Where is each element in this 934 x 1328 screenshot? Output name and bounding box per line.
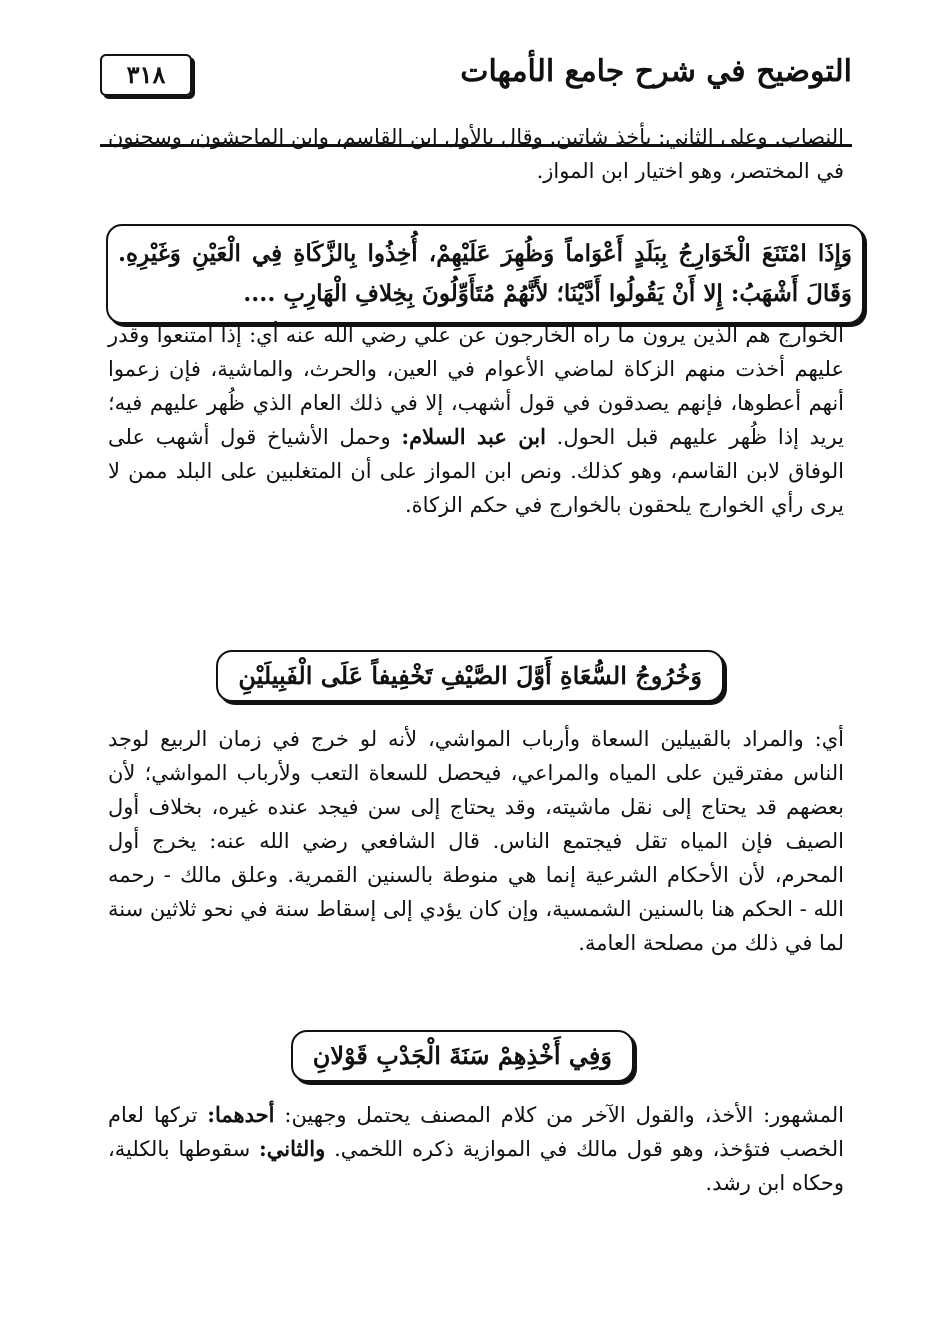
sharh-text-3 [108,1098,844,1200]
sharh-text-1 [108,318,844,522]
intro-paragraph [108,120,844,188]
second-opinion-text: سقوطها بالكلية، وحكاه ابن رشد. [108,1137,844,1195]
matn-text-3: وَفِي أَخْذِهِمْ سَنَةَ الْجَدْبِ قَوْلانِ [312,1041,612,1070]
matn-box-2 [216,650,724,702]
sharh3-lead: المشهور: الأخذ، والقول الآخر من كلام المصنف يحتمل وجهين: [284,1103,844,1127]
scholar-name: ابن عبد السلام: [401,424,546,449]
book-title: التوضيح في شرح جامع الأمهات [460,54,852,89]
sharh-paragraph-3 [108,1098,844,1200]
page-header [100,48,852,100]
matn-box-1 [106,224,864,324]
sharh1-part2: وحمل الأشياخ قول أشهب على الوفاق لابن القاسم، وهو كذلك. ونص ابن المواز على أن المتغلبين على البلد ممن لا يرى رأي الخوارج يلحقون بالخوارج في حكم الزكاة. [108,425,844,517]
page-number: ٣١٨ [100,54,192,96]
sharh-paragraph-1 [108,318,844,522]
first-opinion-label: أحدهما: [207,1102,275,1127]
intro-text: النصاب. وعلى الثاني: يأخذ شاتين. وقال بالأول ابن القاسم، وابن الماجشون، وسحنون في المختصر، وهو اختيار ابن المواز. [108,125,844,183]
second-opinion-label: والثاني: [259,1136,326,1161]
sharh-paragraph-2 [108,722,844,960]
sharh-text-2: أي: والمراد بالقبيلين السعاة وأرباب المواشي، لأنه لو خرج في زمان الربيع لوجد الناس مفترقين على المياه والمراعي، فيحصل للسعاة التعب ولأرباب المواشي؛ لأن بعضهم قد يحتاج إلى نقل ماشيته، وقد يحتاج إلى سن فيجد عنده غيره، بخلاف أول الصيف فإن المياه تقل فيجتمع الناس. قال الشافعي رضي الله عنه: يخرج أول المحرم، لأن الأحكام الشرعية إنما هي منوطة بالسنين القمرية. وعلق مالك - رحمه الله - الحكم هنا بالسنين الشمسية، وإن كان يؤدي إلى إسقاط سنة في نحو ثلاثين سنة لما في ذلك من مصلحة العامة. [108,727,844,955]
first-opinion-text: تركها لعام الخصب فتؤخذ، وهو قول مالك في الموازية ذكره اللخمي. [108,1103,844,1161]
matn-box-3 [291,1030,634,1082]
matn-text-2: وَخُرُوجُ السُّعَاةِ أَوَّلَ الصَّيْفِ تَخْفِيفاً عَلَى الْفَبِيلَيْنِ [238,661,702,690]
matn-text-1: وَإِذَا امْتَنَعَ الْخَوَارِجُ بِبَلَدٍ أَعْوَاماً وَظُهِرَ عَلَيْهِمْ، أُخِذُوا بِالزَّكَاةِ فِي الْعَيْنِ وَغَيْرِهِ. وَقَالَ أَشْهَبُ: إِلا أَنْ يَقُولُوا أَدَّيْنَا؛ لأَنَّهُمْ مُتَأَوِّلُونَ بِخِلافِ الْهَارِبِ .... [118,240,852,307]
sharh1-part1: الخوارج هم الذين يرون ما رآه الخارجون عن علي رضي الله عنه أي: إذا امتنعوا وقدر عليهم أخذت منهم الزكاة لماضي الأعوام في العين، والحرث، والماشية، فإن زعموا أنهم أعطوها، فإنهم يصدقون في قول أشهب، إلا في ذلك العام الذي ظُهر عليهم فيه؛ يريد إذا ظُهر عليهم قبل الحول. [108,323,844,449]
